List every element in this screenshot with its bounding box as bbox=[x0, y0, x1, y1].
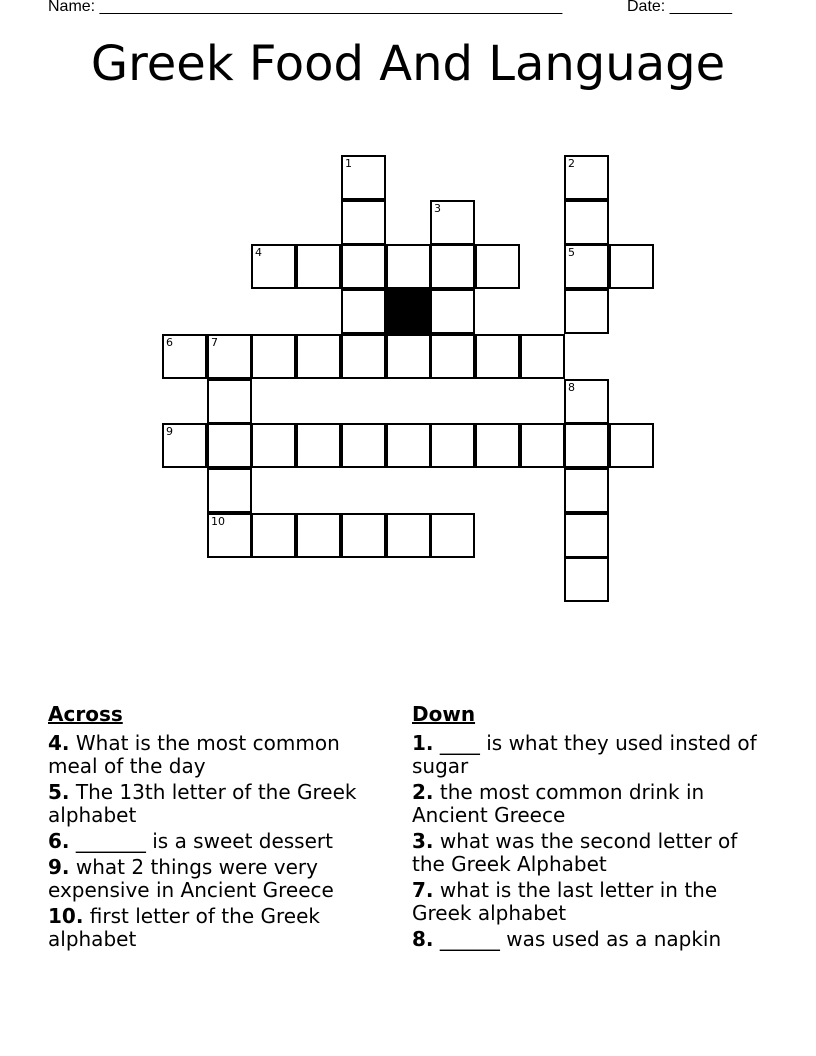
grid-cell[interactable] bbox=[520, 423, 565, 468]
grid-cell[interactable] bbox=[386, 334, 431, 379]
grid-cell[interactable] bbox=[386, 423, 431, 468]
clue-text: what was the second letter of the Greek Alphabet bbox=[412, 829, 738, 876]
grid-cell[interactable] bbox=[609, 244, 654, 289]
down-clues bbox=[412, 702, 757, 954]
grid-cell[interactable] bbox=[162, 423, 207, 468]
clue-number: 9. bbox=[48, 855, 70, 879]
clue-text: ____ is what they used insted of sugar bbox=[412, 731, 757, 778]
grid-cell[interactable] bbox=[564, 423, 609, 468]
grid-cell[interactable] bbox=[207, 379, 252, 424]
grid-cell[interactable] bbox=[296, 423, 341, 468]
grid-block-cell bbox=[386, 289, 431, 334]
clue-text: _______ is a sweet dessert bbox=[69, 829, 333, 853]
across-clues bbox=[48, 702, 393, 954]
clue-number: 4. bbox=[48, 731, 70, 755]
grid-cell[interactable] bbox=[341, 200, 386, 245]
grid-cell[interactable] bbox=[475, 423, 520, 468]
grid-cell[interactable] bbox=[251, 244, 296, 289]
grid-cell[interactable] bbox=[564, 468, 609, 513]
clue-text: What is the most common meal of the day bbox=[48, 731, 340, 778]
clue-number-label: 2 bbox=[568, 157, 575, 170]
grid-cell[interactable] bbox=[430, 334, 475, 379]
grid-cell[interactable] bbox=[341, 289, 386, 334]
grid-cell[interactable] bbox=[207, 513, 252, 558]
clue-down-1 bbox=[412, 732, 757, 778]
clue-text: The 13th letter of the Greek alphabet bbox=[48, 780, 357, 827]
clue-across-6 bbox=[48, 830, 393, 853]
page-title: Greek Food And Language bbox=[90, 36, 726, 92]
clue-number-label: 1 bbox=[345, 157, 352, 170]
grid-cell[interactable] bbox=[475, 334, 520, 379]
grid-cell[interactable] bbox=[430, 513, 475, 558]
clue-number-label: 7 bbox=[211, 336, 218, 349]
grid-cell[interactable] bbox=[251, 334, 296, 379]
clue-number: 7. bbox=[412, 878, 434, 902]
grid-cell[interactable] bbox=[207, 423, 252, 468]
grid-cell[interactable] bbox=[520, 334, 565, 379]
clue-down-2 bbox=[412, 781, 757, 827]
clue-text: ______ was used as a napkin bbox=[433, 927, 722, 951]
clue-number: 5. bbox=[48, 780, 70, 804]
clue-text: the most common drink in Ancient Greece bbox=[412, 780, 705, 827]
clue-down-7 bbox=[412, 879, 757, 925]
grid-cell[interactable] bbox=[386, 244, 431, 289]
grid-cell[interactable] bbox=[564, 289, 609, 334]
grid-cell[interactable] bbox=[341, 513, 386, 558]
grid-cell[interactable] bbox=[296, 244, 341, 289]
clue-number: 1. bbox=[412, 731, 434, 755]
clue-number-label: 6 bbox=[166, 336, 173, 349]
clue-down-8 bbox=[412, 928, 757, 951]
grid-cell[interactable] bbox=[430, 244, 475, 289]
name-field-label: Name: ____________________________________________________ bbox=[48, 0, 563, 15]
grid-cell[interactable] bbox=[341, 334, 386, 379]
grid-cell[interactable] bbox=[296, 334, 341, 379]
grid-cell[interactable] bbox=[386, 513, 431, 558]
clue-number: 6. bbox=[48, 829, 70, 853]
down-heading: Down bbox=[412, 702, 476, 726]
grid-cell[interactable] bbox=[564, 379, 609, 424]
grid-cell[interactable] bbox=[251, 423, 296, 468]
grid-cell[interactable] bbox=[564, 200, 609, 245]
grid-cell[interactable] bbox=[296, 513, 341, 558]
clue-text: first letter of the Greek alphabet bbox=[48, 904, 320, 951]
grid-cell[interactable] bbox=[207, 468, 252, 513]
clue-number-label: 3 bbox=[434, 202, 441, 215]
grid-cell[interactable] bbox=[207, 334, 252, 379]
grid-cell[interactable] bbox=[341, 155, 386, 200]
grid-cell[interactable] bbox=[564, 155, 609, 200]
grid-cell[interactable] bbox=[251, 513, 296, 558]
clue-number: 3. bbox=[412, 829, 434, 853]
clue-number: 2. bbox=[412, 780, 434, 804]
grid-cell[interactable] bbox=[162, 334, 207, 379]
grid-cell[interactable] bbox=[564, 513, 609, 558]
clue-number-label: 4 bbox=[255, 246, 262, 259]
clue-number-label: 9 bbox=[166, 425, 173, 438]
grid-cell[interactable] bbox=[430, 423, 475, 468]
clue-number: 10. bbox=[48, 904, 84, 928]
clue-number-label: 5 bbox=[568, 246, 575, 259]
date-field-label: Date: _______ bbox=[627, 0, 732, 15]
grid-cell[interactable] bbox=[475, 244, 520, 289]
across-heading: Across bbox=[48, 702, 123, 726]
grid-cell[interactable] bbox=[430, 289, 475, 334]
grid-cell[interactable] bbox=[341, 244, 386, 289]
clue-down-3 bbox=[412, 830, 757, 876]
grid-cell[interactable] bbox=[564, 244, 609, 289]
grid-cell[interactable] bbox=[609, 423, 654, 468]
grid-cell[interactable] bbox=[564, 557, 609, 602]
clue-number: 8. bbox=[412, 927, 434, 951]
clue-across-10 bbox=[48, 905, 393, 951]
clue-across-4 bbox=[48, 732, 393, 778]
clue-number-label: 10 bbox=[211, 515, 225, 528]
clue-text: what 2 things were very expensive in Ancient Greece bbox=[48, 855, 334, 902]
clue-text: what is the last letter in the Greek alphabet bbox=[412, 878, 718, 925]
grid-cell[interactable] bbox=[430, 200, 475, 245]
clue-across-5 bbox=[48, 781, 393, 827]
grid-cell[interactable] bbox=[341, 423, 386, 468]
clue-number-label: 8 bbox=[568, 381, 575, 394]
clue-across-9 bbox=[48, 856, 393, 902]
